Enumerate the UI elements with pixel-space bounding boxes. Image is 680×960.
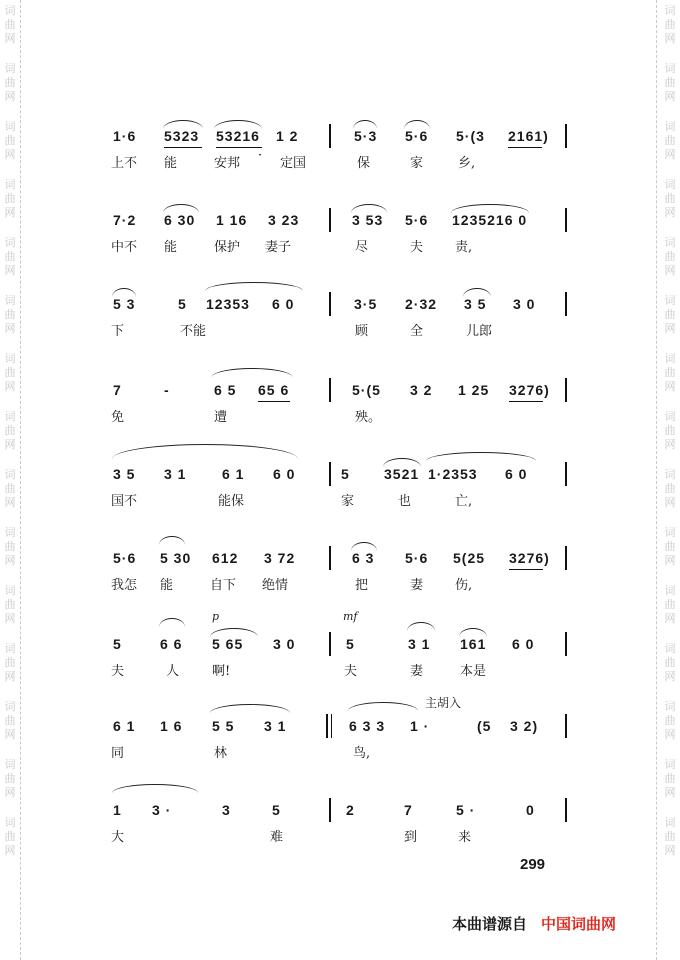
note-group: 5·(3	[456, 128, 485, 144]
note-group: (5	[477, 718, 492, 734]
note-group: 3 0	[513, 296, 536, 312]
slur	[163, 120, 203, 129]
note-group: 3 1	[164, 466, 187, 482]
watermark-item: 词 曲 网	[4, 526, 16, 567]
watermark-item: 词 曲 网	[4, 178, 16, 219]
slur	[351, 204, 387, 213]
lyric: 责,	[455, 240, 473, 255]
lyric: 中不	[111, 240, 138, 255]
watermark-item: 词 曲 网	[664, 236, 676, 277]
note-group: 5·6	[405, 212, 429, 228]
note-group: 5·6	[405, 128, 429, 144]
lyric: 殃。	[355, 410, 382, 425]
lyric: 同	[111, 746, 125, 761]
watermark-item: 词 曲 网	[4, 62, 16, 103]
bar-line	[329, 378, 331, 402]
bar-line	[329, 798, 331, 822]
lyric: 妻	[410, 578, 424, 593]
lyric: 亡,	[455, 494, 473, 509]
note-group: 3521	[384, 466, 420, 482]
slur	[212, 368, 292, 377]
slur	[205, 282, 303, 291]
note-group: 3276)	[509, 382, 550, 398]
lyric: 大	[111, 830, 125, 845]
note-group: 3 5	[113, 466, 136, 482]
lyric: 到	[404, 830, 418, 845]
lyric: 难	[270, 830, 284, 845]
lyric: 夫	[111, 664, 125, 679]
note-group: 5323	[164, 128, 200, 144]
lyric: 能	[164, 156, 178, 171]
underline	[258, 401, 290, 402]
note-group: 3 2	[410, 382, 433, 398]
note-group: 1·6	[113, 128, 137, 144]
note-group: 1235216 0	[452, 212, 528, 228]
bar-line	[326, 714, 328, 738]
slur	[159, 618, 185, 627]
bar-line	[565, 292, 567, 316]
watermark-item: 词 曲 网	[4, 352, 16, 393]
lyric: 能保	[218, 494, 245, 509]
slur	[112, 784, 198, 793]
slur	[159, 536, 185, 545]
note-group: 5	[272, 802, 281, 818]
bar-line	[331, 714, 332, 738]
lyric: 本是	[460, 664, 487, 679]
bar-line	[329, 462, 331, 486]
right-watermark-column	[662, 0, 678, 960]
underline	[164, 147, 202, 148]
watermark-item: 词 曲 网	[4, 584, 16, 625]
slur	[404, 120, 430, 129]
note-group: 5·(5	[352, 382, 381, 398]
lyric: 夫	[344, 664, 358, 679]
note-group: 612	[212, 550, 239, 566]
slur	[451, 204, 529, 213]
note-group: 3 5	[464, 296, 487, 312]
note-group: 3 2)	[510, 718, 539, 734]
bar-line	[329, 632, 331, 656]
watermark-item: 词 曲 网	[4, 816, 16, 857]
underline	[216, 147, 262, 148]
note-group: 5·6	[405, 550, 429, 566]
right-dashed-border	[656, 0, 658, 960]
lyric: 保护	[214, 240, 241, 255]
bar-line	[565, 632, 567, 656]
note-group: 1 25	[458, 382, 490, 398]
slur	[210, 628, 258, 637]
watermark-item: 词 曲 网	[4, 410, 16, 451]
dynamic-mezzo-forte: mf	[343, 610, 358, 623]
bar-line	[565, 378, 567, 402]
slur	[112, 288, 136, 297]
lyric: 遭	[214, 410, 228, 425]
underline	[508, 147, 542, 148]
watermark-item: 词 曲 网	[664, 294, 676, 335]
note-group: 2	[346, 802, 355, 818]
underline	[509, 401, 543, 402]
note-group: 6 6	[160, 636, 183, 652]
watermark-item: 词 曲 网	[664, 758, 676, 799]
source-prefix: 本曲谱源自	[452, 915, 528, 933]
note-group: 1	[113, 802, 122, 818]
left-dashed-border	[20, 0, 22, 960]
note-group: 1 2	[276, 128, 299, 144]
lyric: 不能	[180, 324, 207, 339]
lyric: 来	[458, 830, 472, 845]
note-group: 3276)	[509, 550, 550, 566]
note-group: 6 3	[352, 550, 375, 566]
bar-line	[329, 546, 331, 570]
note-group: 1 16	[216, 212, 248, 228]
note-group: 7	[113, 382, 122, 398]
lyric: 绝情	[262, 578, 289, 593]
watermark-item: 词 曲 网	[4, 236, 16, 277]
watermark-item: 词 曲 网	[4, 4, 16, 45]
watermark-item: 词 曲 网	[4, 758, 16, 799]
bar-line	[565, 124, 567, 148]
note-group: 3 53	[352, 212, 384, 228]
slur	[353, 120, 377, 129]
note-group: 7	[404, 802, 413, 818]
watermark-item: 词 曲 网	[664, 816, 676, 857]
note-group: 2·32	[405, 296, 438, 312]
watermark-item: 词 曲 网	[4, 468, 16, 509]
note-group: 5	[178, 296, 187, 312]
watermark-item: 词 曲 网	[4, 294, 16, 335]
lyric: 保	[357, 156, 371, 171]
slur	[210, 704, 290, 713]
lyric: 鸟,	[353, 746, 371, 761]
note-group: 5·3	[354, 128, 378, 144]
lyric: 自下	[210, 578, 237, 593]
lyric: 定国	[280, 156, 307, 171]
lyric: 国不	[111, 494, 138, 509]
note-group: 2161)	[508, 128, 549, 144]
lyric: 下	[111, 324, 125, 339]
lyric: 能	[160, 578, 174, 593]
note-group: 3 23	[268, 212, 300, 228]
left-watermark-column	[2, 0, 18, 960]
bar-line	[329, 208, 331, 232]
note-group: 3 0	[273, 636, 296, 652]
source-site-link[interactable]: 中国词曲网	[541, 915, 617, 933]
bar-line	[565, 714, 567, 738]
bar-line	[565, 462, 567, 486]
note-group: 3 72	[264, 550, 296, 566]
watermark-item: 词 曲 网	[664, 410, 676, 451]
note-group: 5	[346, 636, 355, 652]
bar-line	[565, 208, 567, 232]
watermark-item: 词 曲 网	[664, 468, 676, 509]
watermark-item: 词 曲 网	[664, 4, 676, 45]
note-group: 5 3	[113, 296, 136, 312]
lyric: 能	[164, 240, 178, 255]
lyric: 伤,	[455, 578, 473, 593]
lyric: 把	[355, 578, 369, 593]
lyric: 免	[111, 410, 125, 425]
instrument-cue: 主胡入	[425, 696, 462, 710]
note-group: 3 1	[264, 718, 287, 734]
lyric: 顾	[355, 324, 369, 339]
slur	[426, 452, 536, 461]
slur	[407, 622, 435, 631]
bar-line	[329, 124, 331, 148]
lyric: 妻	[410, 664, 424, 679]
note-group: 5	[113, 636, 122, 652]
watermark-item: 词 曲 网	[664, 62, 676, 103]
slur	[351, 542, 377, 551]
lyric: 也	[398, 494, 412, 509]
lyric: 家	[410, 156, 424, 171]
watermark-item: 词 曲 网	[4, 642, 16, 683]
note-group: 6 1	[222, 466, 245, 482]
slur	[459, 628, 487, 637]
slur	[463, 288, 491, 297]
note-group: 3 1	[408, 636, 431, 652]
lyric: 安邦	[214, 156, 241, 171]
lyric: 啊!	[212, 664, 231, 679]
underline	[509, 569, 543, 570]
slur	[348, 702, 418, 711]
watermark-item: 词 曲 网	[664, 178, 676, 219]
note-group: 0	[526, 802, 535, 818]
note-group: 5	[341, 466, 350, 482]
slur	[112, 444, 298, 459]
slur	[163, 204, 199, 213]
slur	[214, 120, 262, 129]
lyric: 上不	[111, 156, 138, 171]
note-group: 5·6	[113, 550, 137, 566]
lyric: 人	[166, 664, 180, 679]
lyric: 家	[341, 494, 355, 509]
note-group: 6 5	[214, 382, 237, 398]
watermark-item: 词 曲 网	[664, 700, 676, 741]
note-group: 3	[222, 802, 231, 818]
slur	[383, 458, 421, 467]
bar-line	[565, 798, 567, 822]
note-group: 6 1	[113, 718, 136, 734]
note-group: 6 0	[512, 636, 535, 652]
lyric: 全	[410, 324, 424, 339]
note-group: 5 30	[160, 550, 192, 566]
note-group: 5(25	[453, 550, 486, 566]
note-group: 6 0	[272, 296, 295, 312]
watermark-item: 词 曲 网	[664, 120, 676, 161]
note-group: 3 ·	[152, 802, 172, 818]
note-group: 6 30	[164, 212, 196, 228]
bar-line	[565, 546, 567, 570]
note-group: 5 5	[212, 718, 235, 734]
watermark-item: 词 曲 网	[664, 526, 676, 567]
page-number: 299	[520, 856, 546, 873]
lyric: 儿郎	[466, 324, 493, 339]
watermark-item: 词 曲 网	[664, 352, 676, 393]
source-credit	[452, 913, 616, 934]
watermark-item: 词 曲 网	[4, 120, 16, 161]
lyric: 妻子	[265, 240, 292, 255]
lyric: 乡,	[458, 156, 476, 171]
lyric: 尽	[355, 240, 369, 255]
note-group: 1 6	[160, 718, 183, 734]
note-group: 6 0	[273, 466, 296, 482]
note-group: 1·2353	[428, 466, 478, 482]
note-group: 6 3 3	[349, 718, 386, 734]
note-group: 3·5	[354, 296, 378, 312]
note-group: 6 0	[505, 466, 528, 482]
bar-line	[329, 292, 331, 316]
watermark-item: 词 曲 网	[4, 700, 16, 741]
watermark-item: 词 曲 网	[664, 584, 676, 625]
lyric: ·	[258, 148, 263, 163]
lyric: 林	[214, 746, 228, 761]
lyric: 夫	[410, 240, 424, 255]
dynamic-piano: p	[212, 610, 220, 623]
note-group: 12353	[206, 296, 250, 312]
note-group: 1 ·	[410, 718, 430, 734]
note-group: 161	[460, 636, 487, 652]
note-group: 7·2	[113, 212, 137, 228]
watermark-item: 词 曲 网	[664, 642, 676, 683]
note-group: 53216	[216, 128, 260, 144]
lyric: 我怎	[111, 578, 138, 593]
note-group: 65 6	[258, 382, 290, 398]
note-group: 5 65	[212, 636, 244, 652]
note-group: -	[164, 382, 170, 398]
note-group: 5 ·	[456, 802, 476, 818]
